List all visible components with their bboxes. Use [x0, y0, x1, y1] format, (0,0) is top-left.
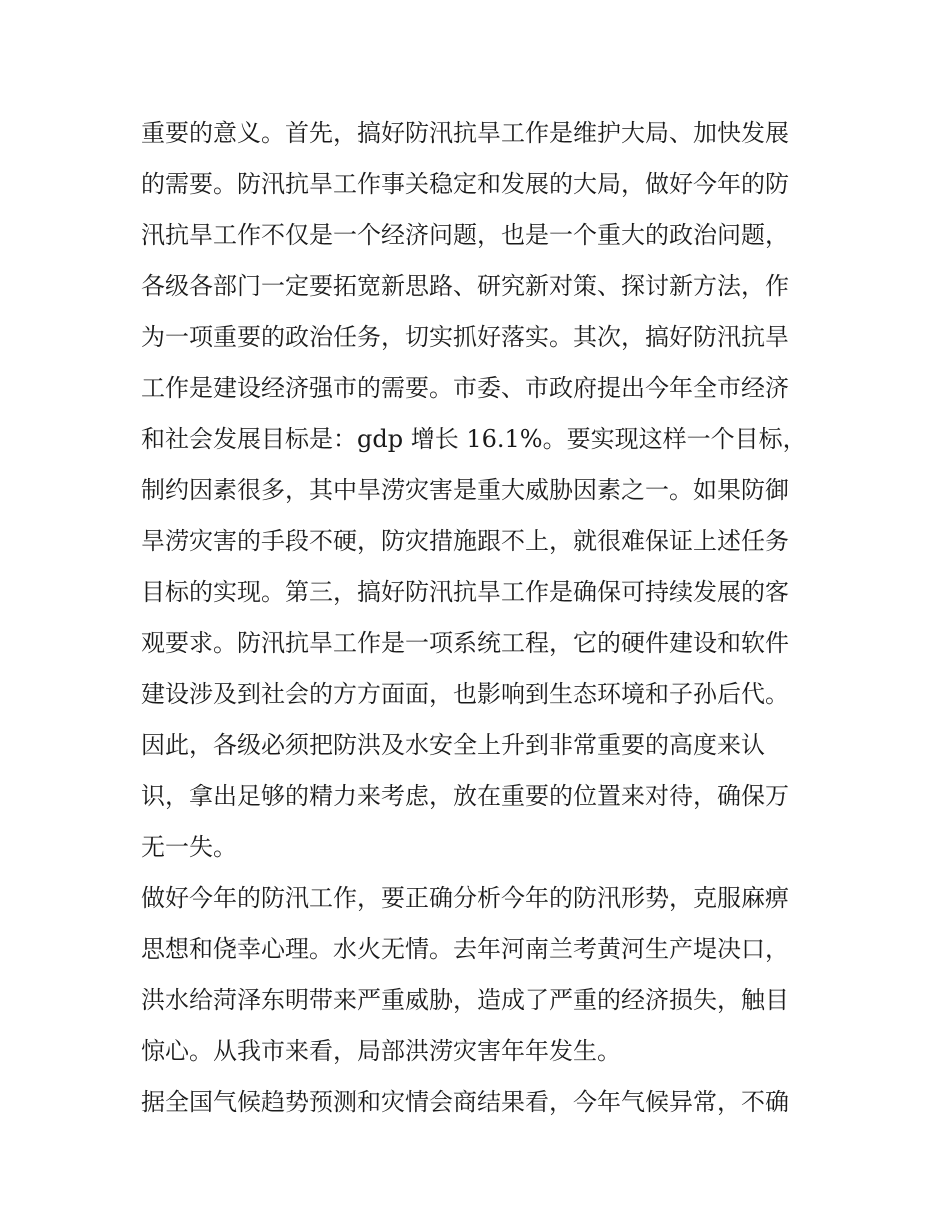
text-line: 因此，各级必须把防洪及水安全上升到非常重要的高度来认: [141, 731, 765, 759]
text-line: 惊心。从我市来看，局部洪涝灾害年年发生。: [141, 1037, 621, 1065]
text-line: 思想和侥幸心理。水火无情。去年河南兰考黄河生产堤决口，: [141, 935, 789, 963]
text-line: 为一项重要的政治任务，切实抓好落实。其次，搞好防汛抗旱: [141, 323, 789, 351]
text-line: 洪水给菏泽东明带来严重威胁，造成了严重的经济损失，触目: [141, 986, 789, 1014]
text-line: 制约因素很多，其中旱涝灾害是重大威胁因素之一。如果防御: [141, 476, 789, 504]
text-line: 重要的意义。首先，搞好防汛抗旱工作是维护大局、加快发展: [141, 119, 789, 147]
text-line: 汛抗旱工作不仅是一个经济问题，也是一个重大的政治问题，: [141, 221, 789, 249]
text-line: 据全国气候趋势预测和灾情会商结果看，今年气候异常，不确: [141, 1088, 789, 1116]
text-line: 做好今年的防汛工作，要正确分析今年的防汛形势，克服麻痹: [141, 884, 789, 912]
text-line: 识，拿出足够的精力来考虑，放在重要的位置来对待，确保万: [141, 782, 789, 810]
text-line: 建设涉及到社会的方方面面，也影响到生态环境和子孙后代。: [141, 680, 789, 708]
text-line: 旱涝灾害的手段不硬，防灾措施跟不上，就很难保证上述任务: [141, 527, 789, 555]
text-line: 工作是建设经济强市的需要。市委、市政府提出今年全市经济: [141, 374, 789, 402]
text-line: 观要求。防汛抗旱工作是一项系统工程，它的硬件建设和软件: [141, 629, 789, 657]
text-line: 的需要。防汛抗旱工作事关稳定和发展的大局，做好今年的防: [141, 170, 789, 198]
text-line: 无一失。: [141, 833, 237, 861]
text-line: 各级各部门一定要拓宽新思路、研究新对策、探讨新方法，作: [141, 272, 789, 300]
text-line: 目标的实现。第三，搞好防汛抗旱工作是确保可持续发展的客: [141, 578, 789, 606]
text-line: 和社会发展目标是：gdp 增长 16.1%。要实现这样一个目标，: [141, 425, 807, 453]
body-text: [141, 108, 821, 1128]
